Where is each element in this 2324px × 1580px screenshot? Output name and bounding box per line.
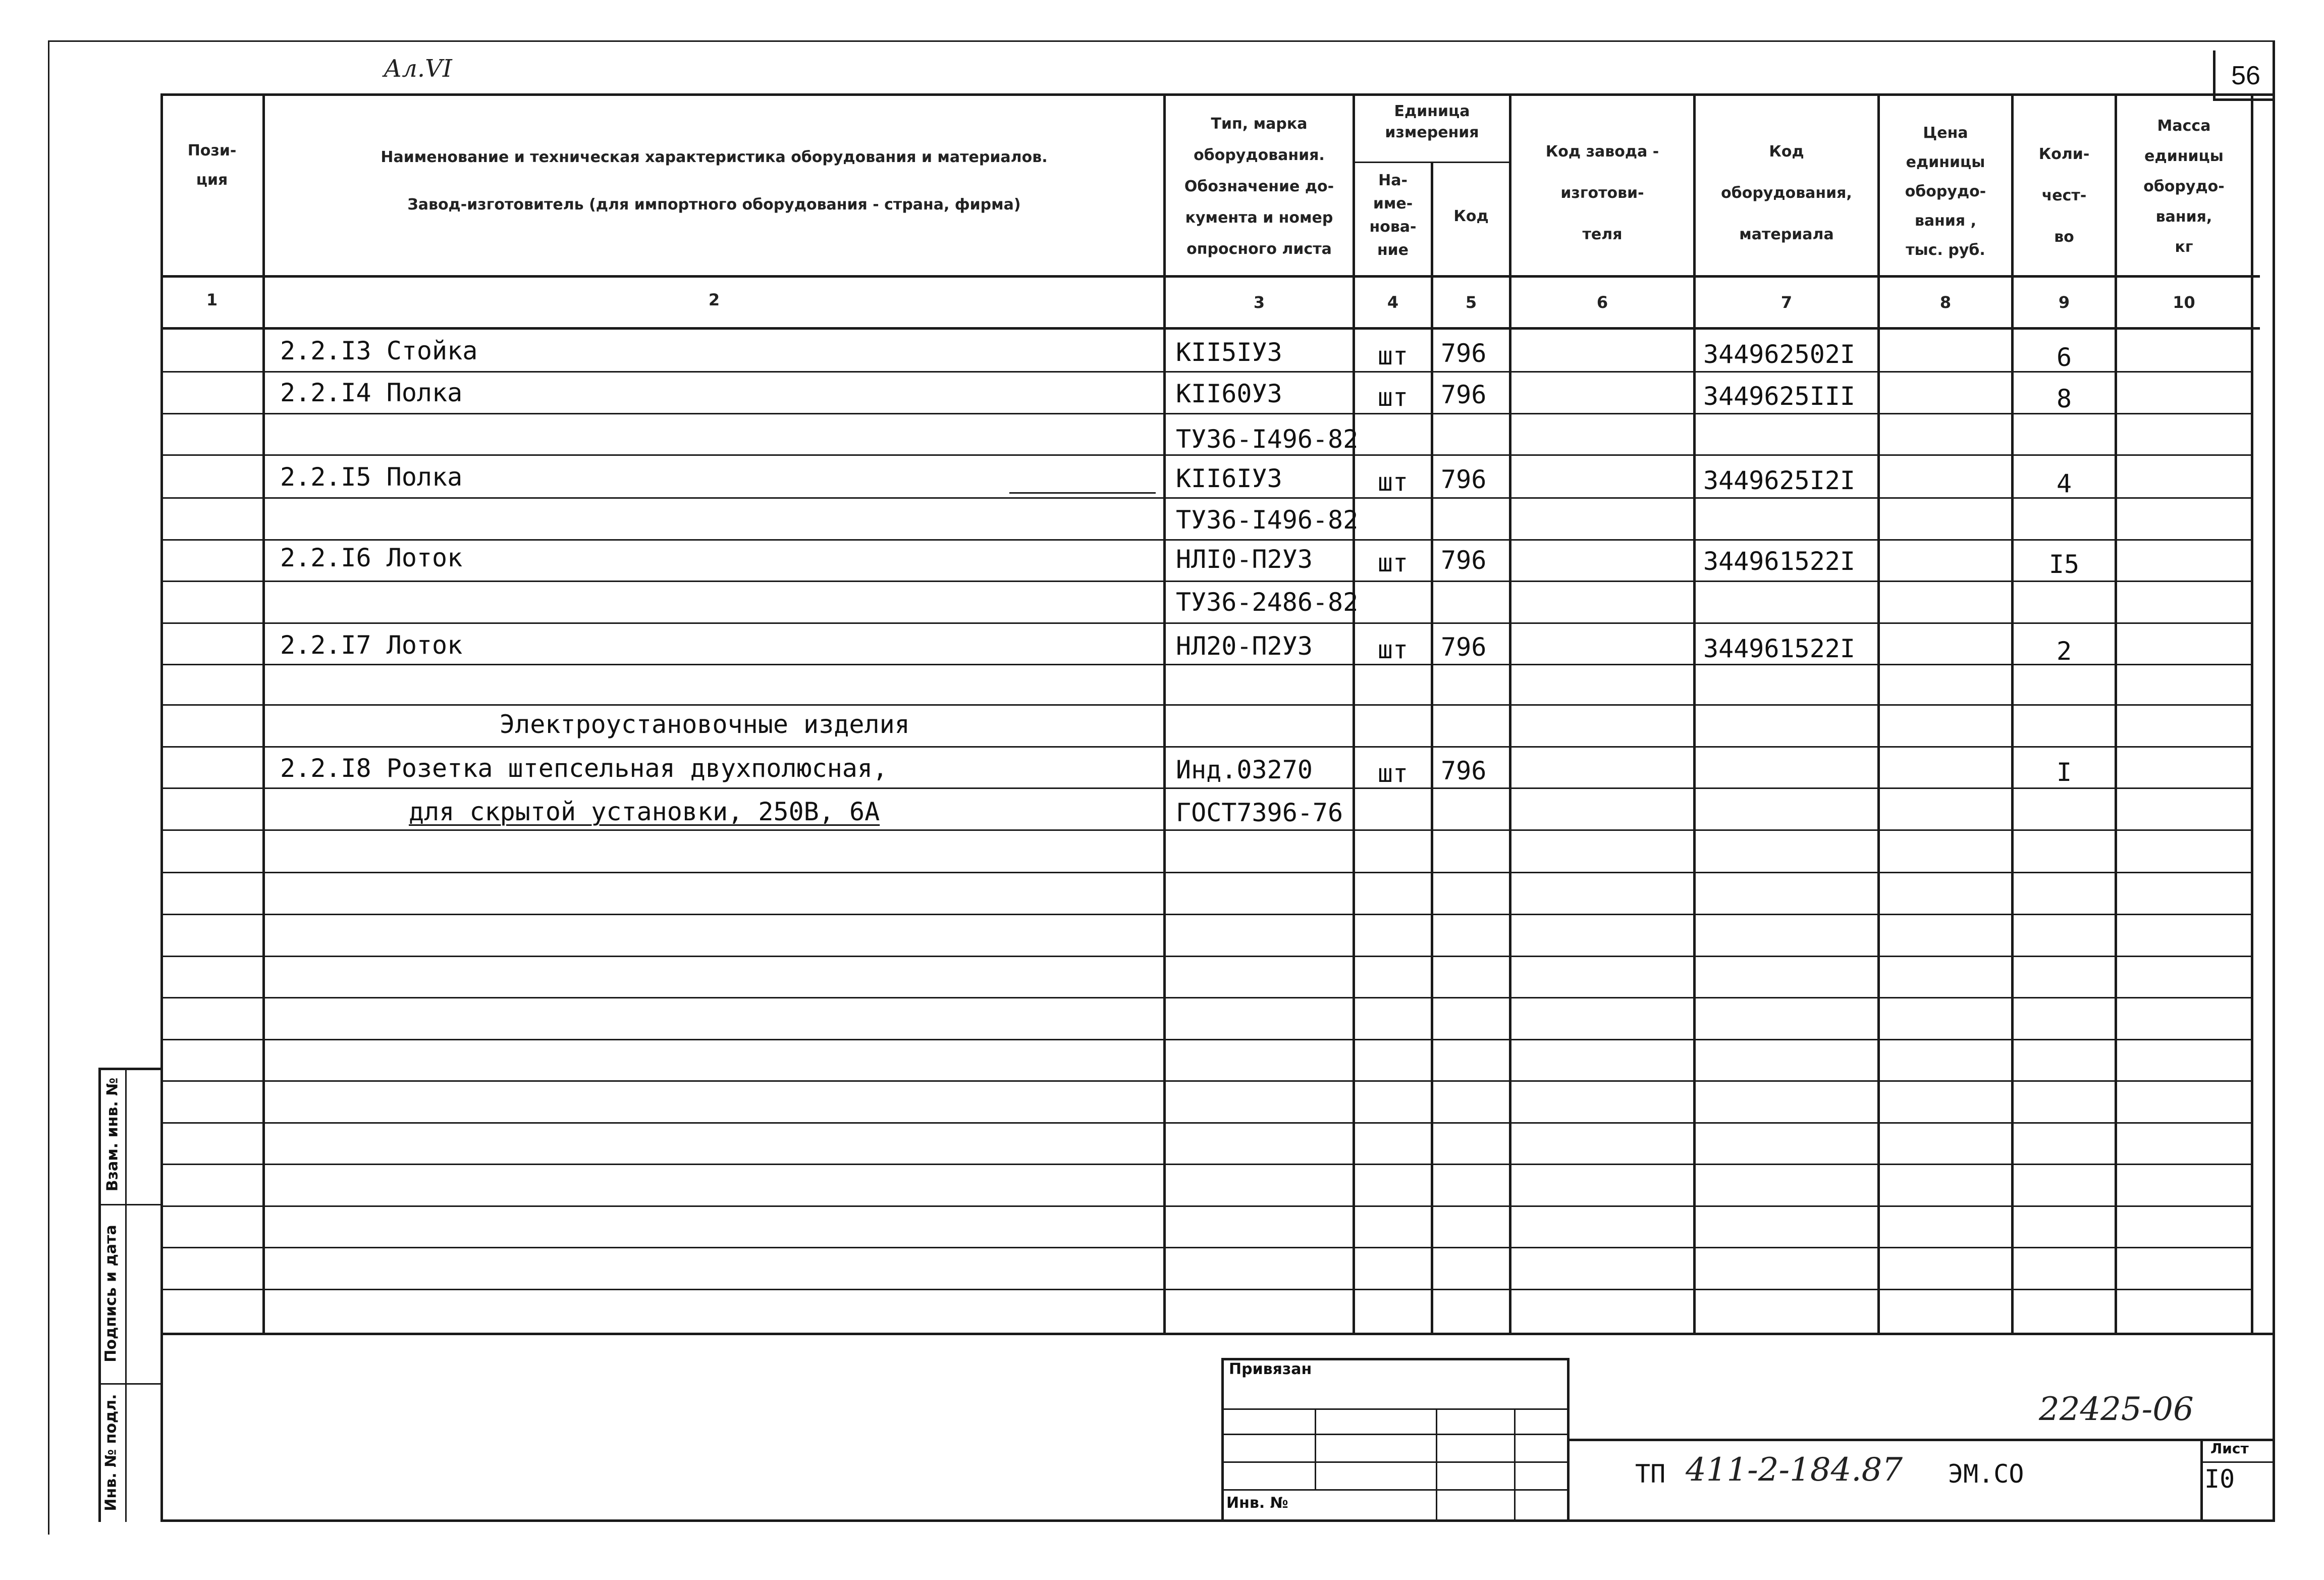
row-code: 796 <box>1441 339 1487 368</box>
page-corner-number: 56 <box>2231 61 2260 90</box>
privyazan-grid <box>1315 1408 1316 1489</box>
row-qty: 6 <box>2056 343 2072 372</box>
row-qty: 8 <box>2056 384 2072 413</box>
row-unit: шт <box>1377 341 1409 371</box>
row-line <box>160 622 2251 624</box>
row-line <box>160 1289 2251 1290</box>
outer-frame-left <box>48 40 49 1535</box>
row-line <box>160 1039 2251 1040</box>
row-line <box>160 1122 2251 1124</box>
column-number: 5 <box>1465 293 1477 312</box>
row-code: 796 <box>1441 380 1487 409</box>
row-equip-code: 344961522I <box>1703 547 1856 576</box>
row-unit: шт <box>1377 759 1409 788</box>
sheet-cell-divider <box>2200 1461 2273 1463</box>
privyazan-grid <box>1221 1461 1570 1463</box>
col-divider-5 <box>1509 93 1511 1335</box>
row-line <box>160 413 2251 414</box>
privyazan-grid <box>1436 1408 1437 1522</box>
col-divider-10 <box>2251 93 2253 1335</box>
col-divider-8 <box>2011 93 2014 1335</box>
row-type: НЛI0-П2У3 <box>1176 545 1313 574</box>
row-line <box>160 787 2251 789</box>
row-line <box>160 454 2251 456</box>
doc-suffix: ЭМ.СО <box>1948 1459 2024 1489</box>
row-name: 2.2.I3 Стойка <box>280 336 478 365</box>
row-name: 2.2.I4 Полка <box>280 378 463 407</box>
row-unit: шт <box>1377 467 1409 497</box>
row-name: 2.2.I6 Лоток <box>280 543 463 572</box>
row-line <box>160 1164 2251 1165</box>
privyazan-grid <box>1221 1434 1570 1435</box>
column-number: 8 <box>1939 293 1952 312</box>
col-divider-6 <box>1693 93 1696 1335</box>
sheet-cell-left <box>2200 1439 2203 1522</box>
row-type: КII60У3 <box>1176 379 1282 408</box>
doc-number: 411-2-184.87 <box>1686 1451 1903 1489</box>
row-underline-mark <box>1009 492 1156 494</box>
row-type: ТУ36-I496-82 <box>1176 425 1359 454</box>
header-position: Пози- ция <box>187 142 237 189</box>
column-number: 6 <box>1596 293 1608 312</box>
column-number: 2 <box>708 290 720 309</box>
side-strip-divider <box>125 1068 127 1522</box>
row-name: для скрытой установки, 250В, 6А <box>409 797 880 826</box>
doc-code-divider <box>1570 1439 2273 1441</box>
row-type: ТУ36-2486-82 <box>1176 588 1359 617</box>
row-code: 796 <box>1441 633 1487 662</box>
doc-prefix: ТП <box>1635 1459 1666 1489</box>
privyazan-label: Привязан <box>1229 1360 1312 1378</box>
outer-frame-top <box>48 40 2274 42</box>
header-name: Наименование и техническая характеристика оборудования и материалов. Завод-изготовитель (для импортного оборудования - страна, фирма) <box>381 148 1048 214</box>
section-heading: Электроустановочные изделия <box>500 710 910 739</box>
row-code: 796 <box>1441 756 1487 785</box>
column-number: 4 <box>1387 293 1399 312</box>
row-qty: I <box>2056 758 2072 787</box>
row-line <box>160 704 2251 706</box>
column-number: 3 <box>1253 293 1265 312</box>
header-unit-name: На- име- нова- ние <box>1369 172 1417 259</box>
row-type: ГОСТ7396-76 <box>1176 798 1343 827</box>
row-qty: 4 <box>2056 469 2072 498</box>
row-equip-code: 344962502I <box>1703 340 1856 369</box>
row-line <box>160 497 2251 499</box>
row-type: НЛ20-П2У3 <box>1176 631 1313 661</box>
row-type: Инд.03270 <box>1176 755 1313 784</box>
column-number-divider <box>160 327 2260 330</box>
column-number: 1 <box>206 290 218 309</box>
row-qty: I5 <box>2048 550 2080 579</box>
row-line <box>160 872 2251 873</box>
header-quantity: Коли- чест- во <box>2038 145 2090 246</box>
row-qty: 2 <box>2056 637 2072 666</box>
col-divider-3 <box>1353 93 1355 1335</box>
header-unit: Единица измерения <box>1385 102 1479 141</box>
row-type: КII6IУ3 <box>1176 464 1282 493</box>
sheet-number: I0 <box>2204 1464 2235 1494</box>
header-divider <box>160 275 2260 278</box>
row-line <box>160 914 2251 915</box>
side-label-original-inv: Инв. № подл. <box>102 1394 120 1511</box>
col-divider-2 <box>1163 93 1166 1335</box>
column-number: 9 <box>2058 293 2070 312</box>
table-body-bottom <box>160 1333 2273 1335</box>
row-line <box>160 1247 2251 1248</box>
header-price: Цена единицы оборудо- вания , тыс. руб. <box>1905 124 1986 259</box>
row-equip-code: 3449625III <box>1703 382 1856 411</box>
row-unit: шт <box>1377 548 1409 577</box>
archive-number: 22425-06 <box>2039 1391 2194 1428</box>
row-line <box>160 829 2251 831</box>
inv-no-label: Инв. № <box>1226 1494 1288 1512</box>
row-name: 2.2.I8 Розетка штепсельная двухполюсная, <box>280 754 888 783</box>
header-mass: Масса единицы оборудо- вания, кг <box>2143 117 2225 256</box>
row-line <box>160 581 2251 582</box>
header-type: Тип, марка оборудования. Обозначение до- кумента и номер опросного листа <box>1184 115 1334 258</box>
col-divider-9 <box>2115 93 2117 1335</box>
privyazan-grid <box>1514 1408 1516 1522</box>
row-equip-code: 344961522I <box>1703 634 1856 663</box>
col-divider-7 <box>1877 93 1880 1335</box>
col-divider-4 <box>1431 162 1433 1335</box>
header-unit-code: Код <box>1453 207 1489 225</box>
column-number: 7 <box>1780 293 1793 312</box>
side-label-replacement-inv: Взам. инв. № <box>103 1077 122 1192</box>
column-number: 10 <box>2173 293 2195 312</box>
outer-frame-right <box>2273 40 2275 1522</box>
row-line <box>160 539 2251 541</box>
row-line <box>160 997 2251 998</box>
row-type: ТУ36-I496-82 <box>1176 505 1359 535</box>
side-label-signature-date: Подпись и дата <box>102 1225 120 1362</box>
row-code: 796 <box>1441 546 1487 575</box>
row-equip-code: 3449625I2I <box>1703 466 1856 495</box>
top-mark: Ал.VI <box>384 55 452 83</box>
row-line <box>160 956 2251 957</box>
row-unit: шт <box>1377 635 1409 664</box>
row-code: 796 <box>1441 465 1487 494</box>
privyazan-grid <box>1221 1489 1570 1491</box>
row-name: 2.2.I7 Лоток <box>280 630 463 660</box>
row-line <box>160 1205 2251 1207</box>
header-manufacturer-code: Код завода - изготови- теля <box>1545 143 1659 243</box>
row-unit: шт <box>1377 383 1409 412</box>
row-type: КII5IУ3 <box>1176 338 1282 367</box>
row-line <box>160 371 2251 373</box>
row-line <box>160 746 2251 748</box>
row-name: 2.2.I5 Полка <box>280 462 463 492</box>
header-equipment-code: Код оборудования, материала <box>1721 143 1852 243</box>
privyazan-grid <box>1221 1408 1570 1410</box>
row-line <box>160 1080 2251 1082</box>
row-line <box>160 664 2251 665</box>
col-divider-1 <box>262 93 265 1335</box>
sheet-label: Лист <box>2210 1440 2249 1457</box>
